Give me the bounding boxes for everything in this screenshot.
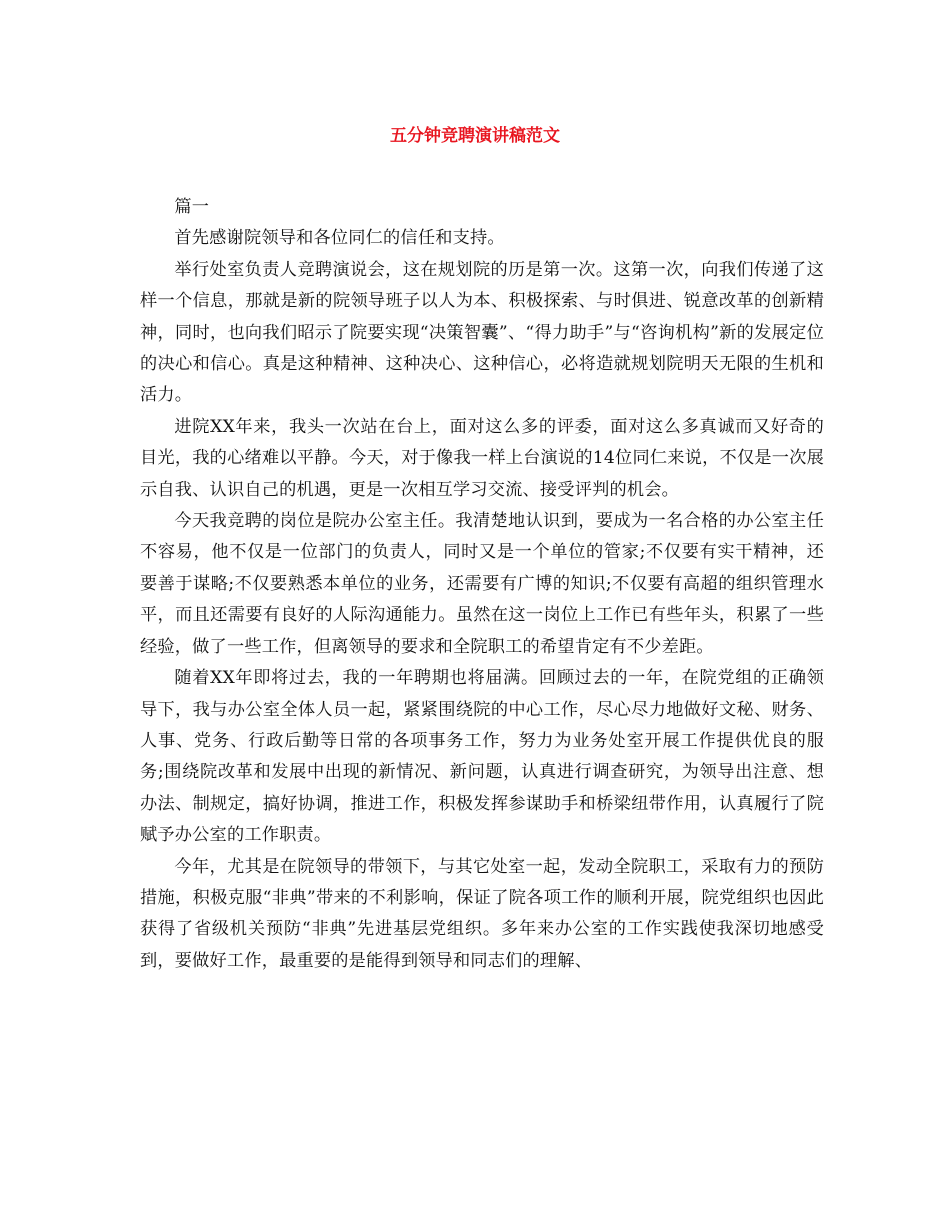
paragraph: 今年，尤其是在院领导的带领下，与其它处室一起，发动全院职工，采取有力的预防措施，积极克服“非典”带来的不利影响，保证了院各项工作的顺利开展，院党组织也因此获得了省级机关预防“非典”先进基层党组织。多年来办公室的工作实践使我深切地感受到，要做好工作，最重要的是能得到领导和同志们的理解、 bbox=[140, 856, 824, 971]
paragraph: 随着XX年即将过去，我的一年聘期也将届满。回顾过去的一年，在院党组的正确领导下，我与办公室全体人员一起，紧紧围绕院的中心工作，尽心尽力地做好文秘、财务、人事、党务、行政后勤等日常的各项事务工作，努力为业务处室开展工作提供优良的服务;围绕院改革和发展中出现的新情况、新问题，认真进行调查研究，为领导出注意、想办法、制规定，搞好协调，推进工作，积极发挥参谋助手和桥梁纽带作用，认真履行了院赋予办公室的工作职责。 bbox=[140, 668, 824, 846]
document-body bbox=[140, 192, 824, 977]
document-title: 五分钟竞聘演讲稿范文 bbox=[390, 126, 560, 146]
paragraph: 举行处室负责人竞聘演说会，这在规划院的历是第一次。这第一次，向我们传递了这样一个信息，那就是新的院领导班子以人为本、积极探索、与时俱进、锐意改革的创新精神，同时，也向我们昭示了院要实现“决策智囊”、“得力助手”与“咨询机构”新的发展定位的决心和信心。真是这种精神、这种决心、这种信心，必将造就规划院明天无限的生机和活力。 bbox=[140, 259, 824, 406]
section-heading: 篇一 bbox=[174, 197, 210, 217]
paragraph: 进院XX年来，我头一次站在台上，面对这么多的评委，面对这么多真诚而又好奇的目光，我的心绪难以平静。今天，对于像我一样上台演说的14位同仁来说，不仅是一次展示自我、认识自己的机遇，更是一次相互学习交流、接受评判的机会。 bbox=[140, 416, 824, 500]
paragraph: 首先感谢院领导和各位同仁的信任和支持。 bbox=[174, 228, 505, 249]
paragraph: 今天我竞聘的岗位是院办公室主任。我清楚地认识到，要成为一名合格的办公室主任不容易，他不仅是一位部门的负责人，同时又是一个单位的管家;不仅要有实干精神，还要善于谋略;不仅要熟悉本单位的业务，还需要有广博的知识;不仅要有高超的组织管理水平，而且还需要有良好的人际沟通能力。虽然在这一岗位上工作已有些年头，积累了一些经验，做了一些工作，但离领导的要求和全院职工的希望肯定有不少差距。 bbox=[140, 511, 824, 657]
